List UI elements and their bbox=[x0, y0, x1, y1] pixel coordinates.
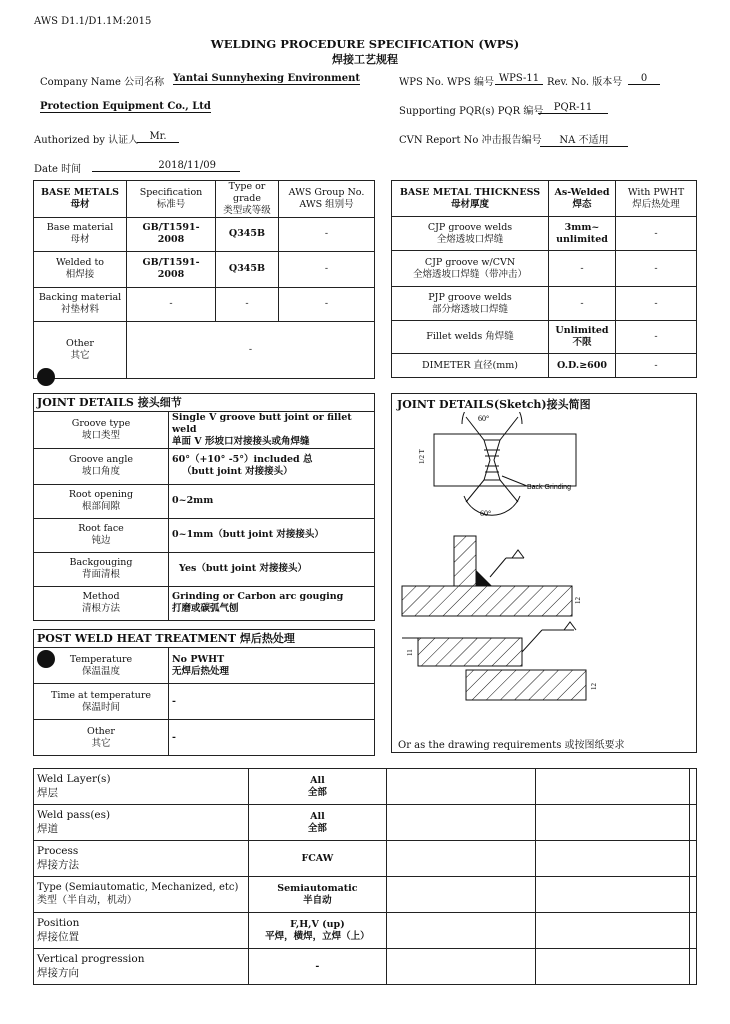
company-value-1: Yantai Sunnyhexing Environment bbox=[173, 73, 361, 84]
as-welded-header: As-Welded 焊态 bbox=[549, 181, 616, 217]
row-label: Process 焊接方法 bbox=[34, 841, 249, 877]
wps-label: WPS No. WPS 编号 bbox=[399, 77, 495, 88]
value-cell: Yes（butt joint 对接接头） bbox=[169, 552, 375, 586]
row-label: Method 清根方法 bbox=[34, 586, 169, 620]
thickness-header: BASE METAL THICKNESS 母材厚度 bbox=[392, 181, 549, 217]
dim-t-label: 1/2 T bbox=[418, 449, 426, 464]
row-label: Time at temperature 保温时间 bbox=[34, 684, 169, 720]
table-row bbox=[34, 805, 697, 841]
group-cell: - bbox=[279, 251, 375, 287]
empty-cell bbox=[386, 769, 535, 805]
row-label: Position 焊接位置 bbox=[34, 913, 249, 949]
pwht-cell: - bbox=[616, 217, 697, 251]
page-title-cn: 焊接工艺规程 bbox=[332, 53, 398, 66]
spec-cell: GB/T1591-2008 bbox=[127, 251, 216, 287]
value-cell: Grinding or Carbon arc gouging 打磨或碳弧气刨 bbox=[169, 586, 375, 620]
authorized-label: Authorized by 认证人 bbox=[34, 135, 139, 146]
row-label: Type (Semiautomatic, Mechanized, etc) 类型（半自动，机动） bbox=[34, 877, 249, 913]
as-welded-cell: Unlimited 不限 bbox=[549, 321, 616, 354]
pwht-cell: - bbox=[616, 321, 697, 354]
value-cell: All 全部 bbox=[248, 805, 386, 841]
table-row bbox=[392, 321, 697, 354]
dim-12a-label: 12 bbox=[574, 597, 582, 604]
value-cell: - bbox=[248, 949, 386, 985]
punch-hole-icon bbox=[37, 368, 55, 386]
value-cell: 0~2mm bbox=[169, 484, 375, 518]
cvn-value: NA 不适用 bbox=[540, 131, 628, 147]
group-cell: - bbox=[279, 217, 375, 251]
punch-hole-icon bbox=[37, 650, 55, 668]
wps-value: WPS-11 bbox=[495, 73, 543, 85]
empty-cell bbox=[386, 841, 535, 877]
empty-cell bbox=[690, 769, 697, 805]
table-row bbox=[34, 412, 375, 449]
row-label: Other 其它 bbox=[34, 720, 169, 756]
spec-header: Specification 标准号 bbox=[127, 181, 216, 218]
empty-cell bbox=[535, 877, 689, 913]
joint-sketch-drawing bbox=[392, 412, 696, 742]
page-title: WELDING PROCEDURE SPECIFICATION (WPS) bbox=[210, 37, 520, 51]
row-label: Backing material 衬垫材料 bbox=[34, 287, 127, 321]
pwht-cell: - bbox=[616, 354, 697, 378]
empty-cell bbox=[386, 877, 535, 913]
sketch-title: JOINT DETAILS(Sketch)接头简图 bbox=[397, 398, 591, 411]
base-metals-header: BASE METALS 母材 bbox=[34, 181, 127, 218]
empty-cell bbox=[690, 841, 697, 877]
as-welded-cell: 3mm~ unlimited bbox=[549, 217, 616, 251]
value-cell: 60°（+10° -5°）included 总 （butt joint 对接接头） bbox=[169, 448, 375, 484]
table-row bbox=[392, 217, 697, 251]
date-value: 2018/11/09 bbox=[92, 160, 240, 172]
empty-cell bbox=[386, 949, 535, 985]
pqr-value: PQR-11 bbox=[538, 102, 608, 114]
table-row bbox=[34, 251, 375, 287]
value-cell: - bbox=[169, 720, 375, 756]
group-header: AWS Group No. AWS 组别号 bbox=[279, 181, 375, 218]
group-cell: - bbox=[279, 287, 375, 321]
dim-11-label: 11 bbox=[406, 649, 414, 656]
joint-details-title: JOINT DETAILS 接头细节 bbox=[34, 394, 375, 412]
empty-cell bbox=[535, 949, 689, 985]
table-row bbox=[34, 321, 375, 378]
row-label: CJP groove welds 全熔透坡口焊缝 bbox=[392, 217, 549, 251]
thickness-table bbox=[391, 180, 697, 378]
pwht-cell: - bbox=[616, 251, 697, 287]
rev-value: 0 bbox=[628, 73, 660, 85]
value-cell: All 全部 bbox=[248, 769, 386, 805]
as-welded-cell: - bbox=[549, 287, 616, 321]
grade-cell: - bbox=[216, 287, 279, 321]
table-row bbox=[392, 251, 697, 287]
pwht-cell: - bbox=[616, 287, 697, 321]
process-table bbox=[33, 768, 697, 985]
grade-header: Type or grade 类型或等级 bbox=[216, 181, 279, 218]
empty-cell bbox=[690, 949, 697, 985]
table-row bbox=[34, 684, 375, 720]
table-row bbox=[34, 586, 375, 620]
empty-cell bbox=[535, 841, 689, 877]
cvn-label: CVN Report No 冲击报告编号 bbox=[399, 135, 542, 146]
empty-cell bbox=[386, 913, 535, 949]
empty-cell bbox=[535, 913, 689, 949]
sketch-footer: Or as the drawing requirements 或按图纸要求 bbox=[398, 740, 625, 751]
grade-cell: Q345B bbox=[216, 217, 279, 251]
date-label: Date 时间 bbox=[34, 164, 82, 175]
table-row bbox=[34, 448, 375, 484]
authorized-value: Mr. bbox=[137, 131, 179, 143]
rev-label: Rev. No. 版本号 bbox=[547, 77, 623, 88]
row-label: Welded to 相焊接 bbox=[34, 251, 127, 287]
row-label: PJP groove welds 部分熔透坡口焊缝 bbox=[392, 287, 549, 321]
empty-cell bbox=[535, 805, 689, 841]
row-label: Root opening 根部间隙 bbox=[34, 484, 169, 518]
value-cell: 0~1mm（butt joint 对接接头） bbox=[169, 518, 375, 552]
row-label: Temperature 保温温度 bbox=[34, 648, 169, 684]
company-value-2: Protection Equipment Co., Ltd bbox=[40, 101, 211, 112]
empty-cell bbox=[386, 805, 535, 841]
value-cell: FCAW bbox=[248, 841, 386, 877]
value-cell: F,H,V (up) 平焊，横焊，立焊（上） bbox=[248, 913, 386, 949]
row-label: Other 其它 bbox=[34, 321, 127, 378]
table-row bbox=[34, 841, 697, 877]
table-row bbox=[392, 354, 697, 378]
company-label: Company Name 公司名称 bbox=[40, 77, 165, 88]
row-label: DIMETER 直径(mm) bbox=[392, 354, 549, 378]
pwht-table bbox=[33, 629, 375, 756]
pqr-label: Supporting PQR(s) PQR 编号 bbox=[399, 106, 544, 117]
row-label: Backgouging 背面清根 bbox=[34, 552, 169, 586]
row-label: CJP groove w/CVN 全熔透坡口焊缝（带冲击） bbox=[392, 251, 549, 287]
table-row bbox=[34, 287, 375, 321]
row-label: Base material 母材 bbox=[34, 217, 127, 251]
table-row bbox=[34, 648, 375, 684]
empty-cell bbox=[535, 769, 689, 805]
row-label: Root face 钝边 bbox=[34, 518, 169, 552]
as-welded-cell: O.D.≥600 bbox=[549, 354, 616, 378]
table-row bbox=[34, 552, 375, 586]
value-cell: Single V groove butt joint or fillet weld 单面 V 形坡口对接接头或角焊缝 bbox=[169, 412, 375, 449]
value-cell: - bbox=[169, 684, 375, 720]
row-label: Fillet welds 角焊缝 bbox=[392, 321, 549, 354]
row-label: Vertical progression 焊接方向 bbox=[34, 949, 249, 985]
value-cell: Semiautomatic 半自动 bbox=[248, 877, 386, 913]
table-row bbox=[34, 769, 697, 805]
grade-cell: Q345B bbox=[216, 251, 279, 287]
dim-12b-label: 12 bbox=[590, 683, 598, 690]
angle-bottom-label: 60° bbox=[480, 509, 492, 518]
sketch-panel bbox=[391, 393, 697, 753]
row-label: Groove angle 坡口角度 bbox=[34, 448, 169, 484]
empty-cell bbox=[690, 805, 697, 841]
empty-cell bbox=[690, 877, 697, 913]
table-row bbox=[34, 518, 375, 552]
row-label: Weld pass(es) 焊道 bbox=[34, 805, 249, 841]
spec-cell: - bbox=[127, 287, 216, 321]
spec-cell: GB/T1591-2008 bbox=[127, 217, 216, 251]
row-label: Weld Layer(s) 焊层 bbox=[34, 769, 249, 805]
table-row bbox=[34, 877, 697, 913]
row-label: Groove type 坡口类型 bbox=[34, 412, 169, 449]
joint-details-table bbox=[33, 393, 375, 621]
as-welded-cell: - bbox=[549, 251, 616, 287]
table-row bbox=[34, 217, 375, 251]
other-cell: - bbox=[127, 321, 375, 378]
empty-cell bbox=[690, 913, 697, 949]
pwht-header: With PWHT 焊后热处理 bbox=[616, 181, 697, 217]
standard-label: AWS D1.1/D1.1M:2015 bbox=[34, 16, 152, 27]
value-cell: No PWHT 无焊后热处理 bbox=[169, 648, 375, 684]
table-row bbox=[34, 720, 375, 756]
table-row bbox=[34, 949, 697, 985]
back-grinding-label: Back Grinding bbox=[527, 484, 571, 491]
table-row bbox=[34, 484, 375, 518]
pwht-title: POST WELD HEAT TREATMENT 焊后热处理 bbox=[34, 630, 375, 648]
table-row bbox=[34, 913, 697, 949]
base-metals-table bbox=[33, 180, 375, 379]
angle-top-label: 60° bbox=[478, 414, 490, 423]
table-row bbox=[392, 287, 697, 321]
